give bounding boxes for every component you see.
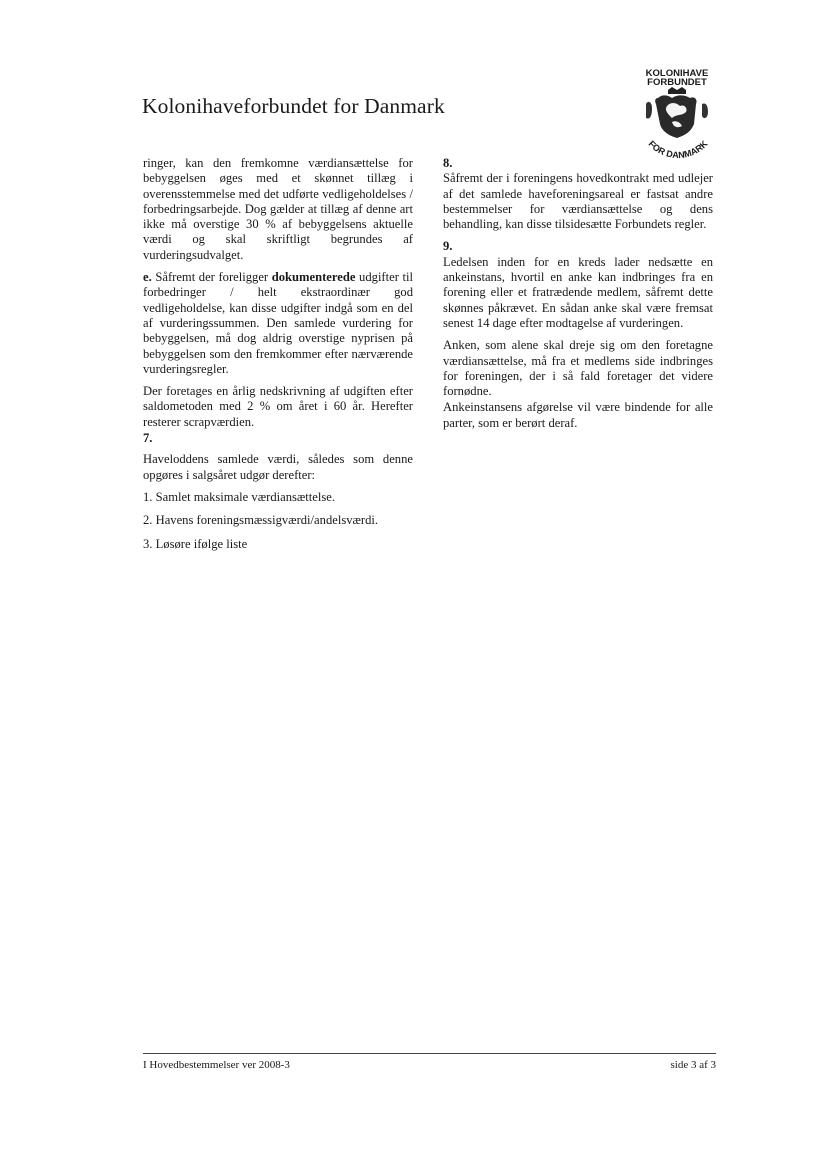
crown-icon (668, 87, 686, 94)
section-8-heading: 8. (443, 156, 453, 170)
page-title: Kolonihaveforbundet for Danmark (142, 94, 445, 118)
logo-arc-text: FOR DANMARK (646, 138, 710, 160)
bold-term: dokumenterede (271, 270, 356, 285)
list-item: 2. Havens foreningsmæssigværdi/andelsværdi. (143, 513, 379, 528)
value-list (143, 490, 413, 552)
section-9-paragraph-3: Ankeinstansens afgørelse vil være bindende for alle parter, som er berørt deraf. (443, 400, 713, 430)
footer-document-version: I Hovedbestemmelser ver 2008-3 (143, 1059, 290, 1071)
footer-divider (143, 1053, 716, 1054)
footer-page-number: side 3 af 3 (670, 1059, 716, 1071)
section-7-intro: Haveloddens samlede værdi, således som denne opgøres i salgsåret udgør derefter: (143, 452, 413, 482)
documented-expenses-paragraph (143, 270, 413, 377)
list-item: 3. Løsøre ifølge liste (143, 536, 248, 551)
logo-text-forbundet: FORBUNDET (647, 77, 707, 88)
association-logo (632, 64, 722, 160)
section-9-heading: 9. (443, 239, 453, 254)
logo-text-kolonihave: KOLONIHAVE (645, 68, 709, 79)
section-9-paragraph-1: Ledelsen inden for en kreds lader nedsætte en ankeinstans, hvortil en anke kan indbringes fra en forening eller et fratrædende medlem, såfremt dette skønnes påkrævet. En sådan anke skal være fremsat senest 14 dage efter modtagelse af vurderingen. (443, 254, 713, 330)
section-9-paragraph-2: Anken, som alene skal dreje sig om den foretagne værdiansættelse, må fra et medlems side indbringes for foreningen, der i så fald foretager det videre fornødne. (443, 338, 713, 399)
right-column (443, 156, 713, 438)
valuation-paragraph: ringer, kan den fremkomne værdiansættelse for bebyggelsen øges med et skønnet tillæg i overensstemmelse med det udførte vedligeholdelses / forbedringsarbejde. Dog gælder at tillæg af denne art ikke må overstige 30 % af bebyggelsens aktuelle værdi og skal skriftligt begrundes af vurderingsudvalget. (143, 156, 413, 262)
item-label: e. (143, 270, 152, 285)
coat-of-arms-icon (646, 95, 708, 138)
section-8-text: Såfremt der i foreningens hovedkontrakt med udlejer af det samlede haveforeningsareal er fastsat andre bestemmelser for værdiansættelse og dens behandling, kan disse tilsidesætte Forbundets regler. (443, 171, 713, 232)
list-item: 1. Samlet maksimale værdiansættelse. (143, 489, 336, 504)
left-column (143, 156, 413, 560)
depreciation-paragraph: Der foretages en årlig nedskrivning af udgiften efter saldometoden med 2 % om året i 60 år. Herefter resterer scrapværdien. (143, 384, 413, 429)
section-7-heading: 7. (143, 431, 153, 446)
paragraph-text-post: udgifter til forbedringer / helt ekstraordinær god vedligeholdelse, kan disse udgifter indgå som en del af vurderingssummen. Den samlede vurdering for bebyggelsen, må dog aldrig overstige nyprisen på bebyggelsen som den fremkommer efter nærværende vurderingsregler. (143, 270, 413, 376)
paragraph-text-pre: Såfremt der foreligger (155, 270, 269, 285)
